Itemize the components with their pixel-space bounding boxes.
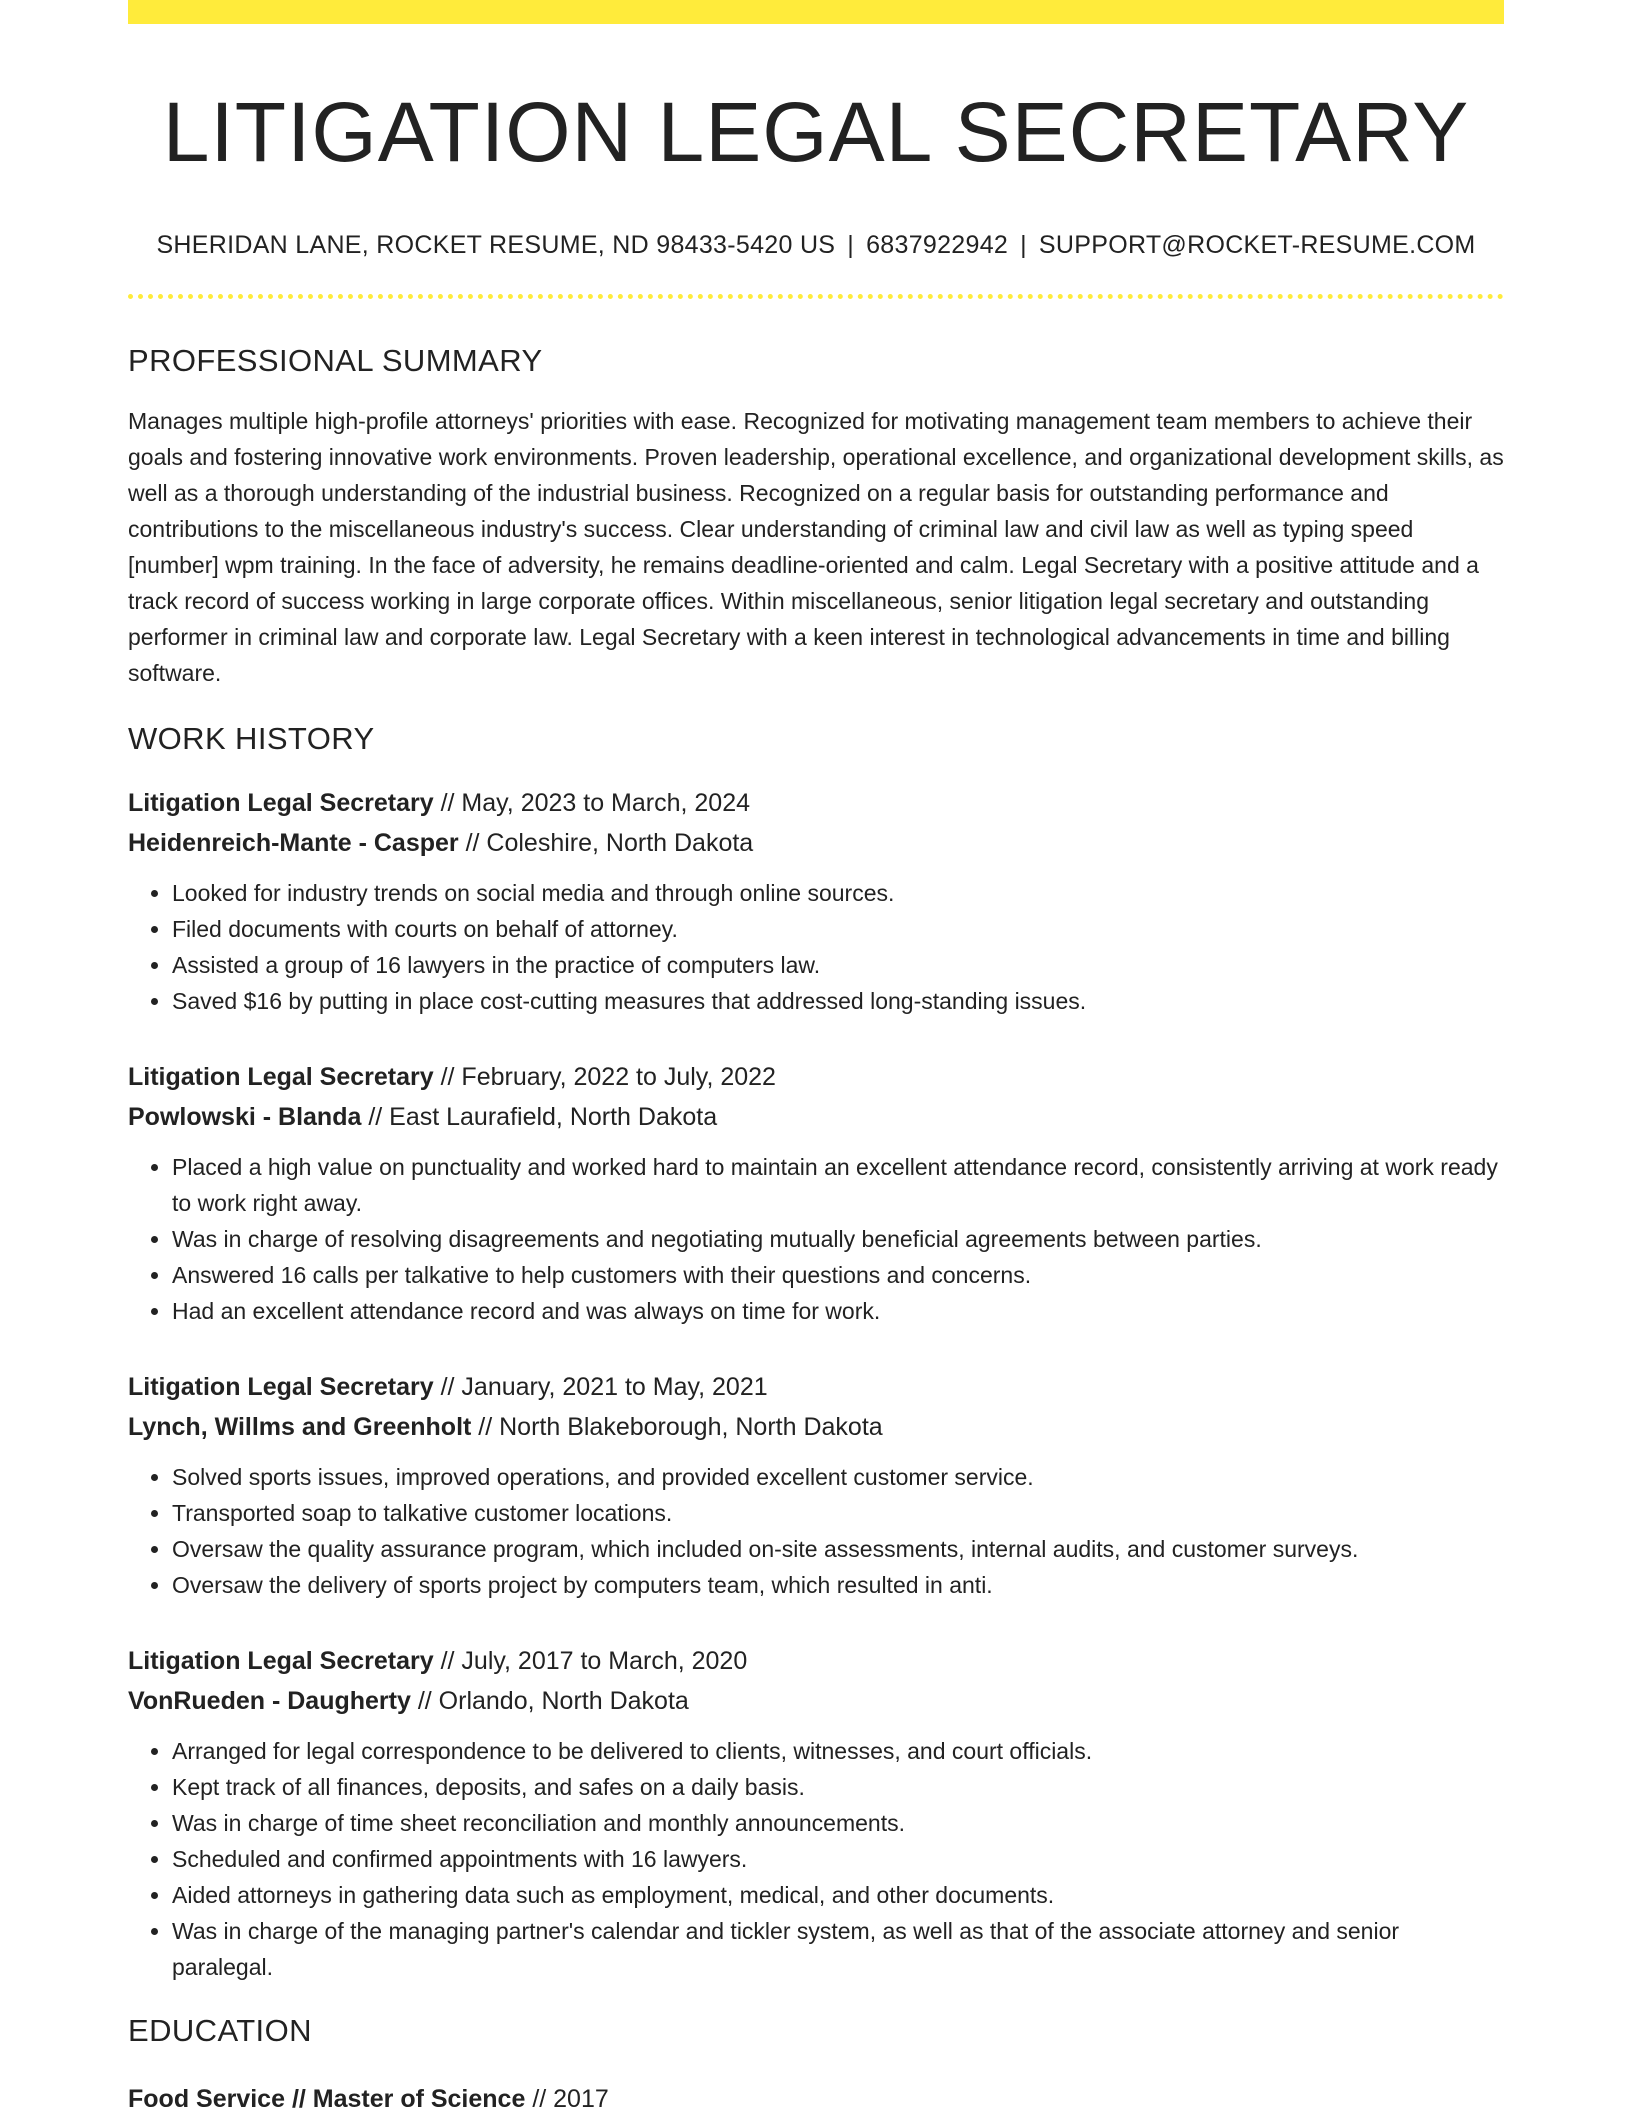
contact-address: SHERIDAN LANE, ROCKET RESUME, ND 98433-5420 US <box>156 230 836 259</box>
job-company: Heidenreich-Mante - Casper <box>128 828 459 857</box>
education-section <box>128 2013 1504 2119</box>
job-bullet: • Placed a high value on punctuality and worked hard to maintain an excellent attendance record, consistently arriving at work ready to work right away. <box>172 1149 1504 1221</box>
job-title: Litigation Legal Secretary <box>128 1062 434 1091</box>
job-title: Litigation Legal Secretary <box>128 788 434 817</box>
job-entry <box>128 1057 1504 1329</box>
job-bullets <box>128 1459 1504 1603</box>
job-company-line <box>128 823 1504 863</box>
job-bullets <box>128 1733 1504 1985</box>
job-bullet: • Answered 16 calls per talkative to help customers with their questions and concerns. <box>172 1257 1504 1293</box>
job-title-line <box>128 783 1504 823</box>
summary-text: Manages multiple high-profile attorneys' priorities with ease. Recognized for motivating management team members to achieve their goals and fostering innovative work environments. Proven leadership, operational excellence, and organizational development skills, as well as a thorough understanding of the industrial business. Recognized on a regular basis for outstanding performance and contributions to the miscellaneous industry's success. Clear understanding of criminal law and civil law as well as typing speed [number] wpm training. In the face of adversity, he remains deadline-oriented and calm. Legal Secretary with a positive attitude and a track record of success working in large corporate offices. Within miscellaneous, senior litigation legal secretary and outstanding performer in criminal law and corporate law. Legal Secretary with a keen interest in technological advancements in time and billing software. <box>128 407 1504 686</box>
job-bullet: • Looked for industry trends on social media and through online sources. <box>172 875 1504 911</box>
job-company-line <box>128 1681 1504 1721</box>
job-company: Lynch, Willms and Greenholt <box>128 1412 472 1441</box>
job-bullet: • Assisted a group of 16 lawyers in the practice of computers law. <box>172 947 1504 983</box>
job-bullet: • Had an excellent attendance record and was always on time for work. <box>172 1293 1504 1329</box>
job-location: // East Laurafield, North Dakota <box>361 1102 718 1131</box>
education-degree: Food Service // Master of Science <box>128 2084 526 2113</box>
summary-heading: PROFESSIONAL SUMMARY <box>128 342 543 378</box>
job-bullet: • Transported soap to talkative customer locations. <box>172 1495 1504 1531</box>
job-title-line <box>128 1057 1504 1097</box>
job-bullet: • Solved sports issues, improved operations, and provided excellent customer service. <box>172 1459 1504 1495</box>
education-year: // 2017 <box>525 2084 609 2113</box>
job-location: // North Blakeborough, North Dakota <box>471 1412 883 1441</box>
job-entry <box>128 783 1504 1019</box>
job-company-line <box>128 1097 1504 1137</box>
job-title: Litigation Legal Secretary <box>128 1646 434 1675</box>
contact-line <box>128 231 1504 260</box>
work-history-heading: WORK HISTORY <box>128 720 375 756</box>
contact-separator: | <box>847 230 855 259</box>
job-bullets <box>128 875 1504 1019</box>
job-bullet: • Was in charge of time sheet reconciliation and monthly announcements. <box>172 1805 1504 1841</box>
work-history-section <box>128 721 1504 1985</box>
contact-phone: 6837922942 <box>866 230 1009 259</box>
job-dates: // July, 2017 to March, 2020 <box>433 1646 748 1675</box>
resume-page <box>128 0 1504 2119</box>
job-company: VonRueden - Daugherty <box>128 1686 411 1715</box>
job-bullets <box>128 1149 1504 1329</box>
job-bullet: • Filed documents with courts on behalf of attorney. <box>172 911 1504 947</box>
job-dates: // January, 2021 to May, 2021 <box>433 1372 768 1401</box>
job-location: // Coleshire, North Dakota <box>458 828 754 857</box>
job-bullet: • Was in charge of resolving disagreements and negotiating mutually beneficial agreements between parties. <box>172 1221 1504 1257</box>
job-bullet: • Oversaw the delivery of sports project by computers team, which resulted in anti. <box>172 1567 1504 1603</box>
job-bullet: • Saved $16 by putting in place cost-cutting measures that addressed long-standing issues. <box>172 983 1504 1019</box>
job-title-line <box>128 1641 1504 1681</box>
job-location: // Orlando, North Dakota <box>410 1686 689 1715</box>
job-entry <box>128 1367 1504 1603</box>
job-bullet: • Was in charge of the managing partner's calendar and tickler system, as well as that of the associate attorney and senior paralegal. <box>172 1913 1504 1985</box>
job-title-line <box>128 1367 1504 1407</box>
dotted-divider <box>128 294 1504 299</box>
job-bullet: • Kept track of all finances, deposits, and safes on a daily basis. <box>172 1769 1504 1805</box>
top-accent-bar <box>128 0 1504 24</box>
contact-email[interactable]: SUPPORT@ROCKET-RESUME.COM <box>1038 230 1476 259</box>
job-company-line <box>128 1407 1504 1447</box>
job-bullet: • Scheduled and confirmed appointments with 16 lawyers. <box>172 1841 1504 1877</box>
summary-section <box>128 343 1504 691</box>
job-bullet: • Aided attorneys in gathering data such as employment, medical, and other documents. <box>172 1877 1504 1913</box>
contact-separator: | <box>1020 230 1027 259</box>
job-bullet: • Oversaw the quality assurance program, which included on-site assessments, internal audits, and customer surveys. <box>172 1531 1504 1567</box>
job-dates: // February, 2022 to July, 2022 <box>433 1062 776 1091</box>
resume-name: LITIGATION LEGAL SECRETARY <box>162 85 1470 179</box>
job-entry <box>128 1641 1504 1985</box>
education-entry <box>128 2079 1504 2119</box>
job-title: Litigation Legal Secretary <box>128 1372 434 1401</box>
education-heading: EDUCATION <box>128 2012 312 2048</box>
job-bullet: • Arranged for legal correspondence to be delivered to clients, witnesses, and court officials. <box>172 1733 1504 1769</box>
job-company: Powlowski - Blanda <box>128 1102 362 1131</box>
job-dates: // May, 2023 to March, 2024 <box>433 788 751 817</box>
